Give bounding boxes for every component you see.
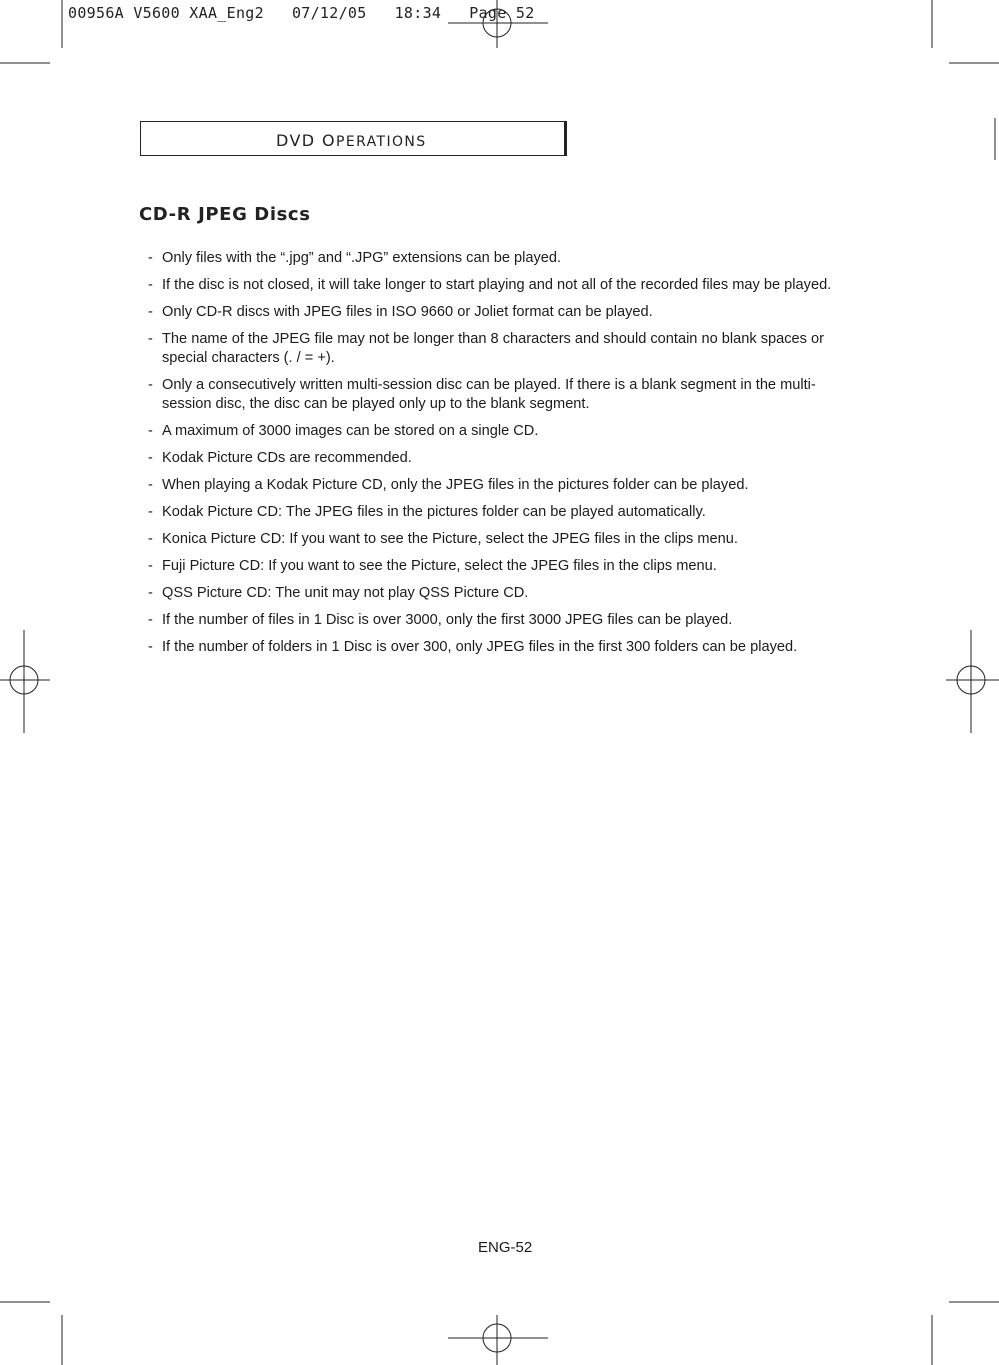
notes-list	[145, 249, 855, 665]
list-item: - Kodak Picture CDs are recommended.	[145, 449, 855, 468]
list-item: - Konica Picture CD: If you want to see the Picture, select the JPEG files in the clips menu.	[145, 530, 855, 549]
list-item: - Fuji Picture CD: If you want to see the Picture, select the JPEG files in the clips menu.	[145, 557, 855, 576]
list-item: - When playing a Kodak Picture CD, only the JPEG files in the pictures folder can be played.	[145, 476, 855, 495]
section-title	[276, 131, 427, 150]
section-title-prefix: DVD O	[276, 131, 336, 150]
list-item: - QSS Picture CD: The unit may not play QSS Picture CD.	[145, 584, 855, 603]
page-heading: CD-R JPEG Discs	[139, 204, 311, 225]
print-slug: 00956A V5600 XAA_Eng2 07/12/05 18:34 Page 52	[68, 4, 535, 22]
list-item: - If the disc is not closed, it will take longer to start playing and not all of the recorded files may be played.	[145, 276, 855, 295]
list-item: - Only CD-R discs with JPEG files in ISO 9660 or Joliet format can be played.	[145, 303, 855, 322]
list-item: - Only a consecutively written multi-session disc can be played. If there is a blank segment in the multi-session disc, the disc can be played only up to the blank segment.	[145, 376, 855, 414]
list-item: - The name of the JPEG file may not be longer than 8 characters and should contain no blank spaces or special characters (. / = +).	[145, 330, 855, 368]
list-item: - Kodak Picture CD: The JPEG files in the pictures folder can be played automatically.	[145, 503, 855, 522]
page-number: ENG-52	[478, 1239, 533, 1256]
list-item: - A maximum of 3000 images can be stored on a single CD.	[145, 422, 855, 441]
list-item: - If the number of folders in 1 Disc is over 300, only JPEG files in the first 300 folders can be played.	[145, 638, 855, 657]
list-item: - If the number of files in 1 Disc is over 3000, only the first 3000 JPEG files can be played.	[145, 611, 855, 630]
list-item: - Only files with the “.jpg” and “.JPG” extensions can be played.	[145, 249, 855, 268]
section-title-rest: PERATIONS	[335, 134, 427, 150]
section-header-box	[140, 121, 567, 156]
